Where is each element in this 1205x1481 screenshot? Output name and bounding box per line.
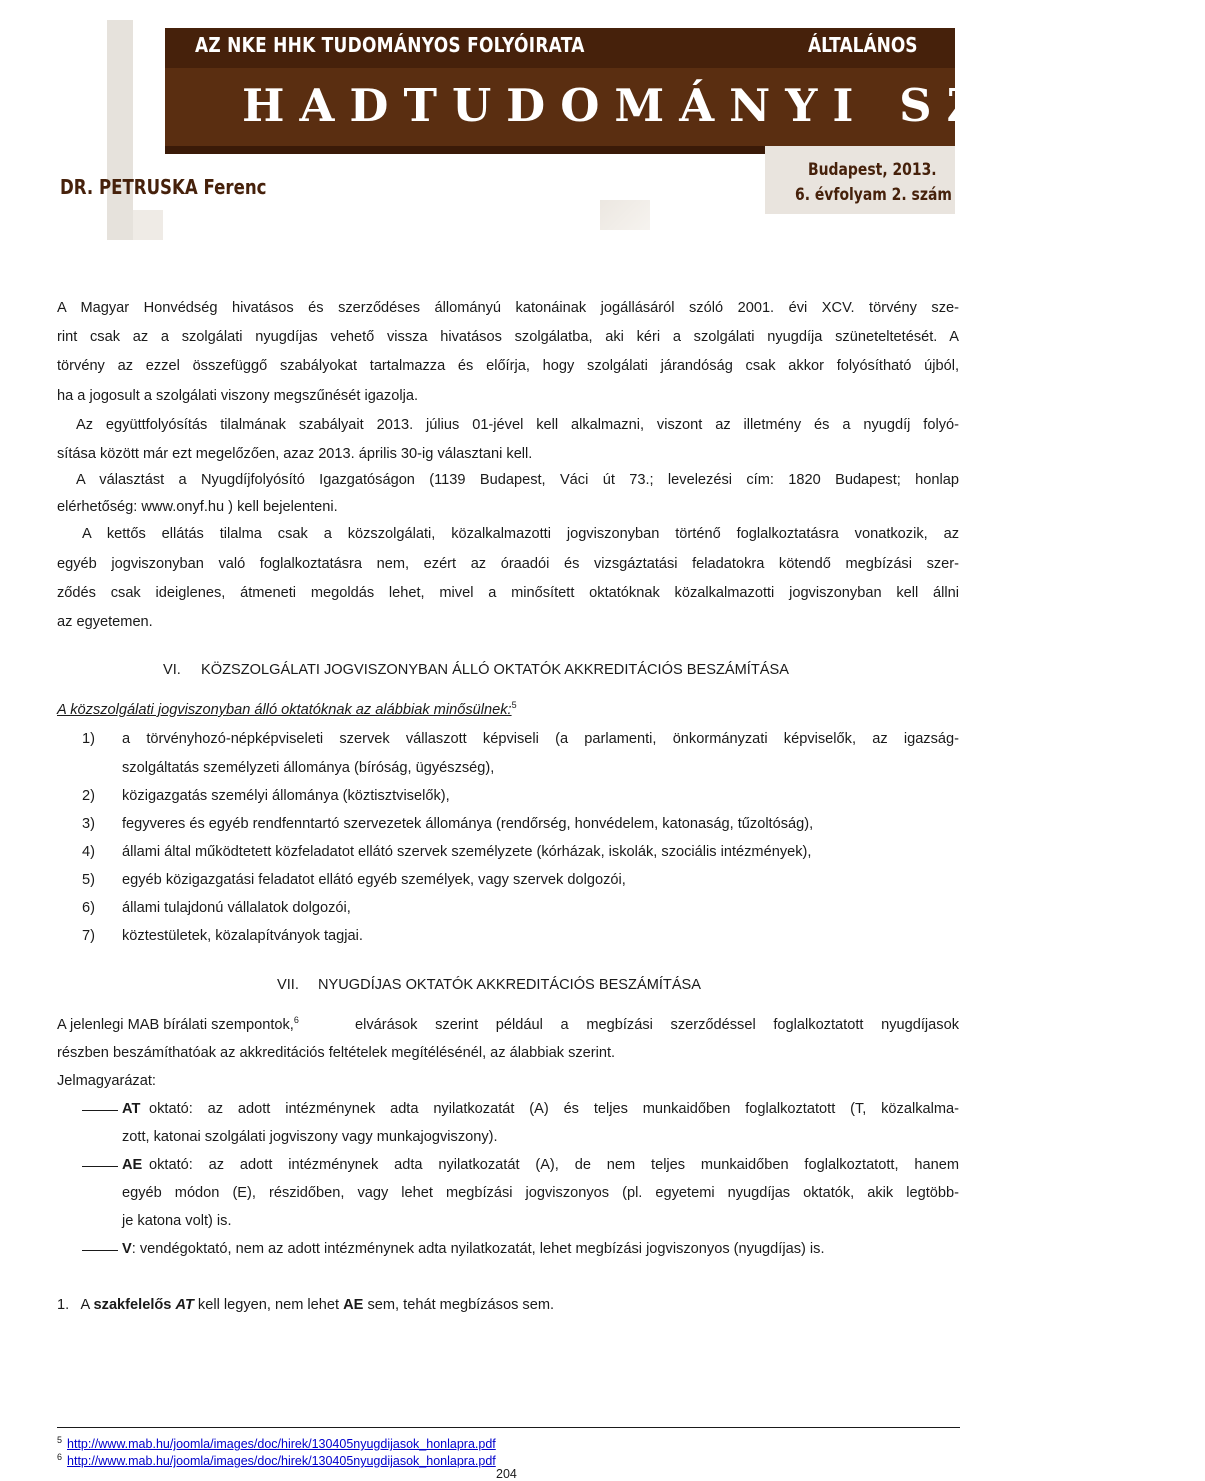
list-item: fegyveres és egyéb rendfenntartó szervezetek állománya (rendőrség, honvédelem, katonaság, tűzoltóság), — [122, 816, 814, 832]
paragraph-line: A kettős ellátás tilalma csak a közszolgálati, közalkalmazotti jogviszonyban történő foglalkoztatásra vonatkozik, az — [82, 526, 959, 542]
footnote-separator — [57, 1427, 960, 1428]
list-item: állami tulajdonú vállalatok dolgozói, — [122, 900, 351, 916]
paragraph-text: A jelenlegi MAB bírálati szempontok, — [57, 1017, 294, 1033]
article-author: DR. PETRUSKA Ferenc — [60, 175, 267, 199]
list-item: köztestületek, közalapítványok tagjai. — [122, 928, 363, 944]
list-number: 4) — [82, 844, 95, 860]
legend-text: oktató: az adott intézménynek adta nyilatkozatát (A), de nem teljes munkaidőben foglalkoztatott, hanem — [149, 1157, 959, 1173]
list-item: egyéb közigazgatási feladatot ellátó egyéb személyek, vagy szervek dolgozói, — [122, 872, 626, 888]
paragraph-line: törvény az ezzel összefüggő szabályokat tartalmazza és előírja, hogy szolgálati járandóság csak akkor folyósítható újból, — [57, 358, 959, 374]
footnote-ref: 6 — [293, 1015, 299, 1025]
legend-code: AT — [122, 1101, 141, 1117]
footnote — [57, 1450, 496, 1469]
paragraph-line: ződés csak ideiglenes, átmeneti megoldás lehet, mivel a minősített oktatóknak közalkalmazotti jogviszonyban kell állni — [57, 585, 959, 601]
rule-number: 1. — [57, 1297, 70, 1313]
paragraph-line: A Magyar Honvédség hivatásos és szerződéses állományú katonáinak jogállásáról szóló 2001. évi XCV. törvény sze- — [57, 300, 959, 316]
list-item: közigazgatás személyi állománya (köztisztviselők), — [122, 788, 450, 804]
paragraph-line: az egyetemen. — [57, 614, 153, 630]
issue-volume: 6. évfolyam 2. szám — [795, 185, 952, 205]
journal-subtitle: AZ NKE HHK TUDOMÁNYOS FOLYÓIRATA — [195, 33, 585, 57]
header-decor — [600, 200, 650, 230]
header-decor — [133, 210, 163, 240]
list-item: állami által működtetett közfeladatot ellátó szervek személyzete (kórházak, iskolák, szociális intézmények), — [122, 844, 812, 860]
journal-header — [0, 0, 1205, 245]
section-number: VI. — [163, 662, 181, 678]
legend-text: zott, katonai szolgálati jogviszony vagy munkajogviszony). — [122, 1129, 498, 1145]
list-number: 5) — [82, 872, 95, 888]
list-number: 6) — [82, 900, 95, 916]
paragraph-line — [57, 1015, 299, 1035]
dash-bullet — [82, 1250, 118, 1251]
list-item: a törvényhozó-népképviseleti szervek vállaszott képviseli (a parlamenti, önkormányzati képviselők, az igazság- — [122, 731, 959, 747]
paragraph-line: sítása között már ezt megelőzően, azaz 2013. április 30-ig választani kell. — [57, 446, 533, 462]
legend-text: oktató: az adott intézménynek adta nyilatkozatát (A) és teljes munkaidőben foglalkoztatott (T, közalkalma- — [149, 1101, 959, 1117]
legend-label: Jelmagyarázat: — [57, 1073, 156, 1089]
paragraph-line: ha a jogosult a szolgálati viszony megszűnését igazolja. — [57, 388, 418, 404]
legend-item: V: vendégoktató, nem az adott intézménynek adta nyilatkozatát, lehet megbízási jogviszonyos (nyugdíjas) is. — [122, 1241, 825, 1257]
list-number: 2) — [82, 788, 95, 804]
paragraph-line: egyéb jogviszonyban való foglalkoztatásra nem, ezért az óraadói és vizsgáztatási feladatokra kötendő megbízási szer- — [57, 556, 959, 572]
section-heading: KÖZSZOLGÁLATI JOGVISZONYBAN ÁLLÓ OKTATÓK AKKREDITÁCIÓS BESZÁMÍTÁSA — [201, 662, 789, 678]
intro-text: A közszolgálati jogviszonyban álló oktatóknak az alábbiak minősülnek: — [57, 702, 512, 718]
paragraph-line: részben beszámíthatóak az akkreditációs feltételek megítélésénél, az álabbiak szerint. — [57, 1045, 616, 1061]
legend-text: je katona volt) is. — [122, 1213, 232, 1229]
section-number: VII. — [277, 977, 299, 993]
paragraph-line: Az együttfolyósítás tilalmának szabályait 2013. július 01-jével kell alkalmazni, viszont az illetmény és a nyugdíj folyó- — [76, 417, 959, 433]
list-number: 1) — [82, 731, 95, 747]
dash-bullet — [82, 1110, 118, 1111]
list-number: 3) — [82, 816, 95, 832]
paragraph-line: elérhetőség: www.onyf.hu ) kell bejelenteni. — [57, 499, 338, 515]
issue-place-year: Budapest, 2013. — [808, 160, 937, 180]
footnote-ref: 5 — [511, 700, 517, 710]
list-item: szolgáltatás személyzeti állománya (bíróság, ügyészség), — [122, 760, 495, 776]
paragraph-line: A választást a Nyugdíjfolyósító Igazgatóságon (1139 Budapest, Váci út 73.; levelezési cím: 1820 Budapest; honlap — [76, 472, 959, 488]
list-number: 7) — [82, 928, 95, 944]
dash-bullet — [82, 1166, 118, 1167]
paragraph-line: rint csak az a szolgálati nyugdíjas vehető vissza hivatásos szolgálatba, aki kéri a szolgálati nyugdíja szüneteltetését. A — [57, 329, 959, 345]
journal-title: HADTUDOMÁNYI SZEMLE — [242, 79, 1205, 132]
footnote-link[interactable]: http://www.mab.hu/joomla/images/doc/hirek/130405nyugdijasok_honlapra.pdf — [67, 1437, 496, 1451]
footnote-number: 5 — [57, 1435, 63, 1445]
legend-code: AE — [122, 1157, 143, 1173]
paragraph-line: elvárások szerint például a megbízási szerződéssel foglalkoztatott nyugdíjasok — [355, 1017, 959, 1033]
footnote-link[interactable]: http://www.mab.hu/joomla/images/doc/hirek/130405nyugdijasok_honlapra.pdf — [67, 1454, 496, 1468]
section-intro — [57, 700, 517, 720]
rule-item: 1. A szakfelelős AT kell legyen, nem lehet AE sem, tehát megbízásos sem. — [57, 1297, 555, 1313]
footnote-number: 6 — [57, 1452, 63, 1462]
section-heading: NYUGDÍJAS OKTATÓK AKKREDITÁCIÓS BESZÁMÍTÁSA — [318, 977, 702, 993]
page-number: 204 — [496, 1467, 517, 1481]
legend-text: egyéb módon (E), részidőben, vagy lehet megbízási jogviszonyos (pl. egyetemi nyugdíjas oktatók, akik legtöbb- — [122, 1185, 959, 1201]
journal-category: ÁLTALÁNOS — [808, 33, 918, 57]
header-decor — [107, 20, 133, 240]
